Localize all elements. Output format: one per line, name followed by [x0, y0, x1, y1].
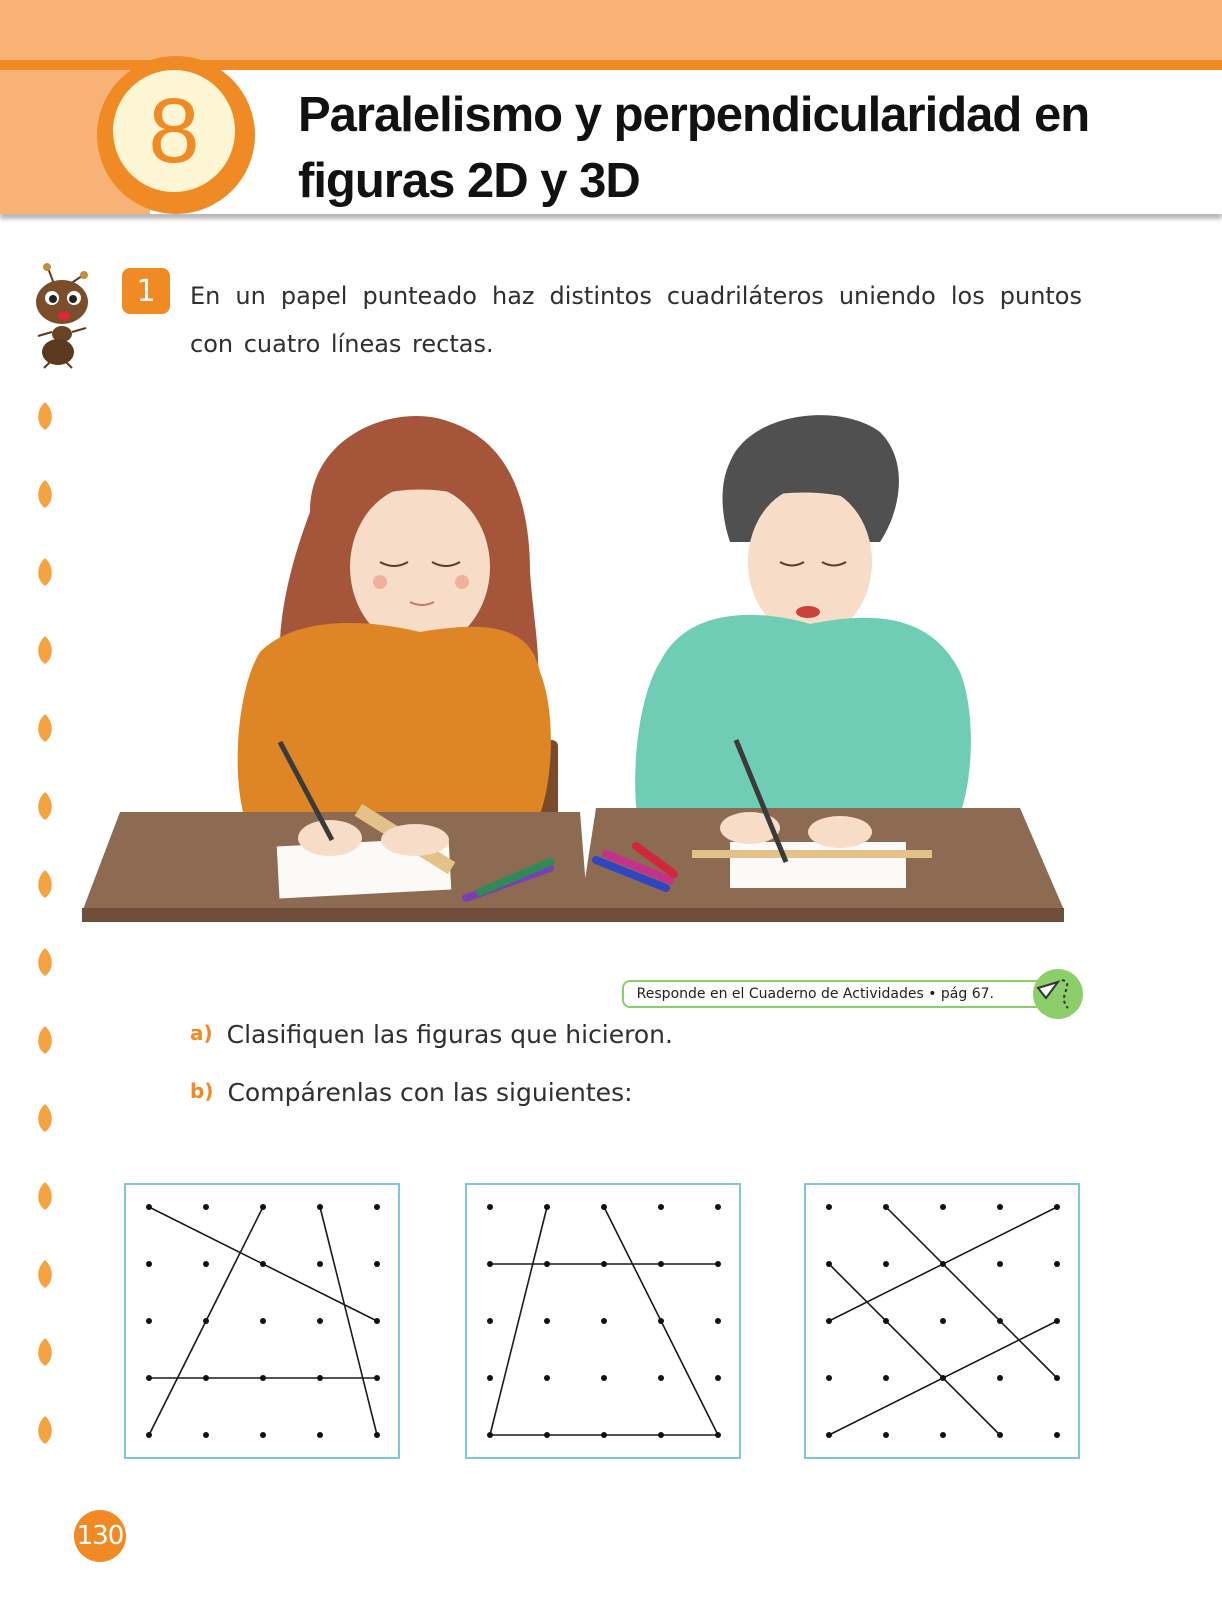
dot-grid-figure-3 — [804, 1183, 1080, 1459]
figure-2-dot — [715, 1261, 721, 1267]
figure-3-dot — [997, 1318, 1003, 1324]
figure-3-dot — [1054, 1375, 1060, 1381]
leaf-icon — [34, 1336, 56, 1368]
figure-1-dot — [146, 1204, 152, 1210]
item-a-letter: a) — [190, 1021, 213, 1045]
figure-3-dot — [826, 1204, 832, 1210]
figure-3-dot — [826, 1261, 832, 1267]
dot-grid-figure-1 — [124, 1183, 400, 1459]
figure-3-dot — [940, 1432, 946, 1438]
dot-grid-figure-2-svg — [467, 1185, 739, 1457]
figure-2-dot — [487, 1261, 493, 1267]
page-number: 130 — [74, 1510, 126, 1562]
item-a — [190, 1020, 673, 1049]
figure-1-dot — [260, 1204, 266, 1210]
figure-2-dot — [487, 1375, 493, 1381]
figure-1-dot — [317, 1261, 323, 1267]
figure-2-dot — [601, 1261, 607, 1267]
figure-2-dot — [544, 1204, 550, 1210]
figure-2-dot — [601, 1375, 607, 1381]
figure-1-dot — [317, 1204, 323, 1210]
figure-3-dot — [883, 1432, 889, 1438]
figure-3-dot — [883, 1204, 889, 1210]
figure-1-dot — [374, 1318, 380, 1324]
figure-1-dot — [374, 1261, 380, 1267]
leaf-icon — [34, 1180, 56, 1212]
figure-3-dot — [883, 1318, 889, 1324]
children-drawing-illustration — [80, 392, 1088, 938]
figure-2-dot — [544, 1261, 550, 1267]
figure-2-dot — [658, 1375, 664, 1381]
figure-2-dot — [487, 1318, 493, 1324]
leaf-icon — [34, 868, 56, 900]
figure-2-segment-2 — [490, 1207, 547, 1435]
figure-3-dot — [997, 1375, 1003, 1381]
figure-2-dot — [658, 1318, 664, 1324]
leaf-icon — [34, 1414, 56, 1446]
figure-2-dot — [601, 1204, 607, 1210]
figure-1-dot — [374, 1375, 380, 1381]
leaf-icon — [34, 790, 56, 822]
figure-3-dot — [1054, 1261, 1060, 1267]
figure-1-dot — [260, 1318, 266, 1324]
figure-2-dot — [715, 1204, 721, 1210]
figure-2-dot — [487, 1432, 493, 1438]
figure-2-dot — [715, 1375, 721, 1381]
figure-2-dot — [601, 1432, 607, 1438]
figure-3-segment-3 — [829, 1264, 1000, 1435]
leaf-icon — [34, 1024, 56, 1056]
chapter-number: 8 — [113, 70, 235, 192]
figure-2-dot — [658, 1261, 664, 1267]
figure-1-dot — [203, 1432, 209, 1438]
figure-3-dot — [826, 1375, 832, 1381]
leaf-icon — [34, 1258, 56, 1290]
figure-3-dot — [940, 1204, 946, 1210]
question-number: 1 — [122, 268, 170, 314]
figure-1-dot — [260, 1432, 266, 1438]
figure-3-dot — [883, 1261, 889, 1267]
figure-1-dot — [203, 1318, 209, 1324]
figure-3-dot — [1054, 1318, 1060, 1324]
figure-1-dot — [374, 1204, 380, 1210]
figure-1-dot — [317, 1318, 323, 1324]
chapter-badge — [97, 56, 255, 214]
dot-grid-figure-1-svg — [126, 1185, 398, 1457]
figure-3-dot — [997, 1261, 1003, 1267]
figure-1-dot — [260, 1375, 266, 1381]
figure-3-dot — [940, 1261, 946, 1267]
activity-book-reference — [622, 980, 1052, 1008]
figure-1-dot — [317, 1375, 323, 1381]
leaf-icon — [34, 712, 56, 744]
figure-3-dot — [940, 1375, 946, 1381]
figure-1-dot — [146, 1375, 152, 1381]
figure-3-dot — [997, 1432, 1003, 1438]
figure-2-dot — [601, 1318, 607, 1324]
leaf-icon — [34, 1102, 56, 1134]
figure-2-dot — [544, 1375, 550, 1381]
figure-2-dot — [715, 1432, 721, 1438]
reference-text: Responde en el Cuaderno de Actividades • pág 67. — [636, 986, 994, 1002]
item-a-text: Clasifiquen las figuras que hicieron. — [226, 1020, 673, 1049]
figure-1-dot — [260, 1261, 266, 1267]
figure-3-dot — [883, 1375, 889, 1381]
dot-grid-figure-3-svg — [806, 1185, 1078, 1457]
figure-3-dot — [1054, 1204, 1060, 1210]
leaf-icon — [34, 400, 56, 432]
item-b-text: Compárenlas con las siguientes: — [227, 1078, 633, 1107]
figure-2-dot — [487, 1204, 493, 1210]
figure-3-dot — [997, 1204, 1003, 1210]
figure-1-segment-3 — [320, 1207, 377, 1435]
figure-3-segment-1 — [886, 1207, 1057, 1378]
leaf-icon — [34, 478, 56, 510]
figure-1-dot — [146, 1432, 152, 1438]
figure-1-dot — [146, 1318, 152, 1324]
figure-1-dot — [203, 1204, 209, 1210]
figure-3-dot — [826, 1432, 832, 1438]
item-b — [190, 1078, 633, 1107]
figure-2-dot — [715, 1318, 721, 1324]
figure-1-dot — [203, 1261, 209, 1267]
figure-1-dot — [203, 1375, 209, 1381]
dot-grid-figure-2 — [465, 1183, 741, 1459]
figure-2-dot — [658, 1204, 664, 1210]
leaf-icon — [34, 946, 56, 978]
figure-2-dot — [658, 1432, 664, 1438]
figure-3-dot — [826, 1318, 832, 1324]
figure-3-dot — [1054, 1432, 1060, 1438]
figure-2-dot — [544, 1432, 550, 1438]
figure-3-dot — [940, 1318, 946, 1324]
item-b-letter: b) — [190, 1079, 214, 1103]
question-text: En un papel punteado haz distintos cuadriláteros uniendo los puntos con cuatro líneas rectas. — [190, 282, 1082, 358]
figure-1-dot — [146, 1261, 152, 1267]
chapter-title: Paralelismo y perpendicularidad en figuras 2D y 3D — [298, 88, 1090, 208]
figure-1-dot — [317, 1432, 323, 1438]
figure-2-dot — [544, 1318, 550, 1324]
ant-mascot-icon — [22, 262, 102, 370]
leaf-icon — [34, 634, 56, 666]
figure-1-dot — [374, 1432, 380, 1438]
pencil-path-icon — [1032, 968, 1084, 1020]
leaf-icon — [34, 556, 56, 588]
header-top-band — [0, 0, 1222, 60]
